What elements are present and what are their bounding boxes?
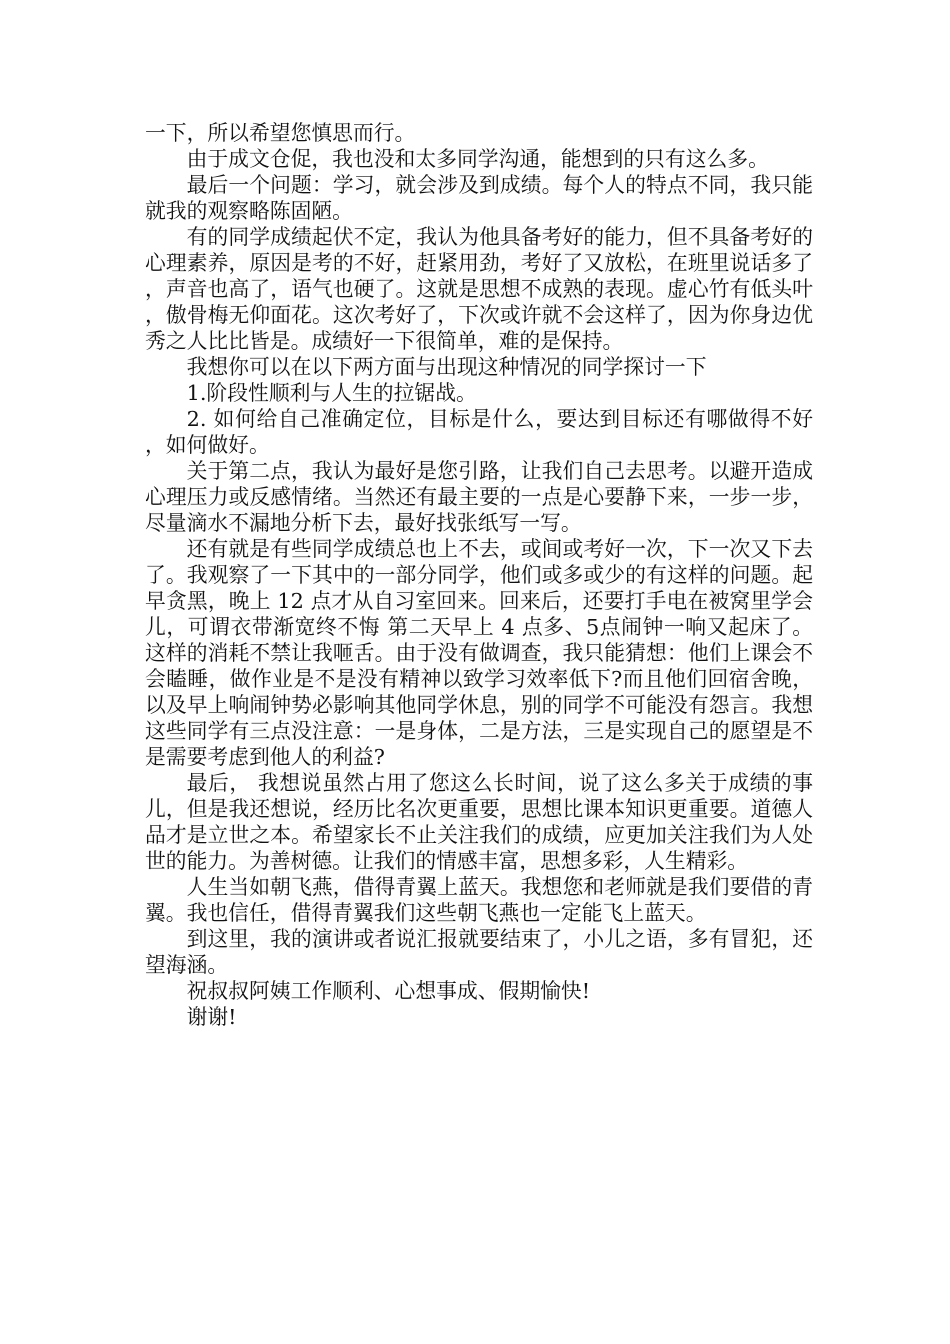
paragraph-continuation: 一下，所以希望您慎思而行。 [145, 121, 416, 145]
paragraph-second-point: 关于第二点，我认为最好是您引路，让我们自己去思考。以避开造成心理压力或反感情绪。当然还有最主要的一点是心要静下来，一步一步，尽量滴水不漏地分析下去，最好找张纸写一写。 [145, 459, 813, 535]
paragraph-thanks: 谢谢! [186, 1005, 237, 1029]
document-page [145, 120, 813, 1030]
list-item-2: 2. 如何给自己准确定位，目标是什么，要达到目标还有哪做得不好，如何做好。 [145, 407, 813, 457]
paragraph-swallow-metaphor: 人生当如朝飞燕，借得青翼上蓝天。我想您和老师就是我们要借的青翼。我也信任，借得青翼我们这些朝飞燕也一定能飞上蓝天。 [145, 875, 813, 925]
paragraph-closing: 到这里，我的演讲或者说汇报就要结束了，小儿之语，多有冒犯，还望海涵。 [145, 927, 813, 977]
paragraph-finally: 最后， 我想说虽然占用了您这么长时间，说了这么多关于成绩的事儿，但是我还想说，经历比名次更重要，思想比课本知识更重要。道德人品才是立世之本。希望家长不止关注我们的成绩，应更加关注我们为人处世的能力。为善树德。让我们的情感丰富，思想多彩，人生精彩。 [145, 771, 813, 873]
paragraph-unstable-grades: 有的同学成绩起伏不定，我认为他具备考好的能力，但不具备考好的心理素养，原因是考的不好，赶紧用劲，考好了又放松，在班里说话多了，声音也高了，语气也硬了。这就是思想不成熟的表现。虚心竹有低头叶，傲骨梅无仰面花。这次考好了，下次或许就不会这样了，因为你身边优秀之人比比皆是。成绩好一下很简单，难的是保持。 [145, 225, 813, 353]
list-item-1: 1.阶段性顺利与人生的拉锯战。 [186, 381, 477, 405]
paragraph-wishes: 祝叔叔阿姨工作顺利、心想事成、假期愉快! [186, 979, 591, 1003]
paragraph-haste-note: 由于成文仓促，我也没和太多同学沟通，能想到的只有这么多。 [186, 147, 769, 171]
paragraph-last-question: 最后一个问题：学习，就会涉及到成绩。每个人的特点不同，我只能就我的观察略陈固陋。 [145, 173, 813, 223]
paragraph-two-aspects: 我想你可以在以下两方面与出现这种情况的同学探讨一下 [186, 355, 707, 379]
paragraph-hard-working-students: 还有就是有些同学成绩总也上不去，或间或考好一次，下一次又下去了。我观察了一下其中的一部分同学，他们或多或少的有这样的问题。起早贪黑，晚上 12 点才从自习室回来。回来后，还要打手电在被窝里学会儿，可谓衣带渐宽终不悔 第二天早上 4 点多、5点闹钟一响又起床了。这样的消耗不禁让我咂舌。由于没有做调查，我只能猜想：他们上课会不会瞌睡，做作业是不是没有精神以致学习效率低下?而且他们回宿舍晚，以及早上响闹钟势必影响其他同学休息，别的同学不可能没有怨言。我想这些同学有三点没注意：一是身体，二是方法，三是实现自己的愿望是不是需要考虑到他人的利益? [145, 537, 813, 769]
